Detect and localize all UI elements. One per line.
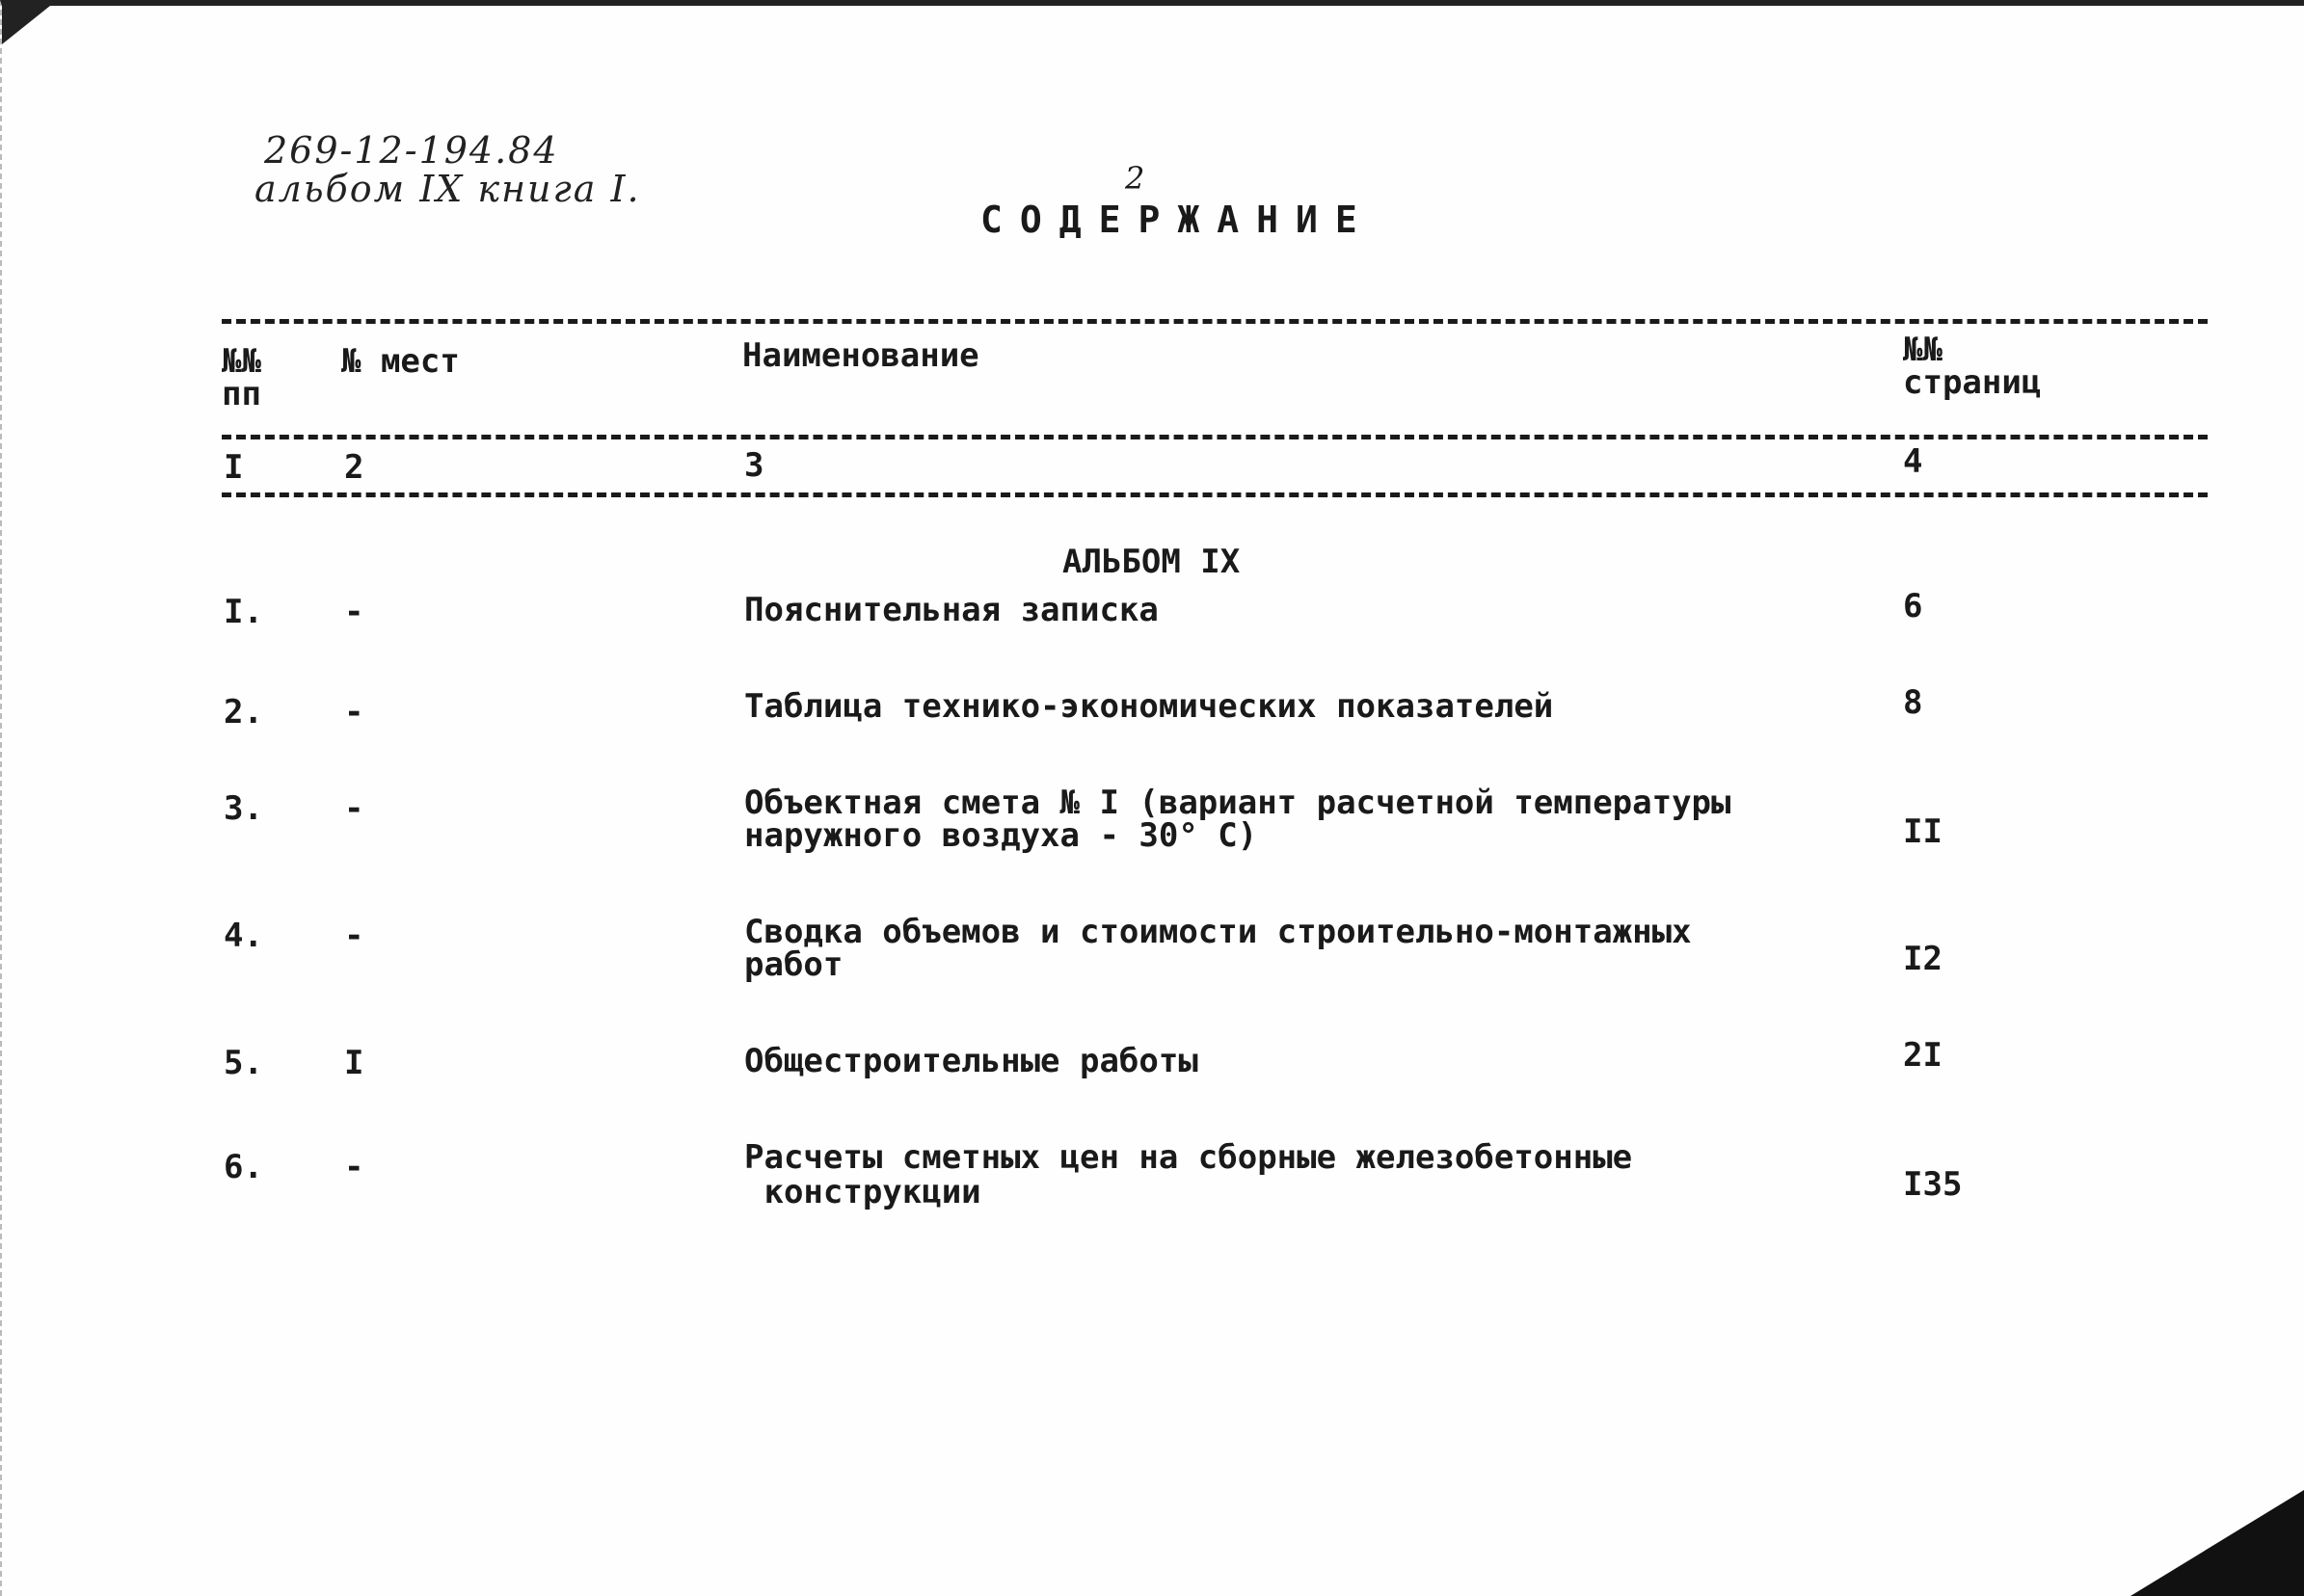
header-col-name: Наименование xyxy=(742,336,979,375)
row-name: Общестроительные работы xyxy=(744,1042,1198,1080)
row-page: 2I xyxy=(1903,1036,1942,1075)
row-page: 8 xyxy=(1903,683,1923,722)
row-number: 5. xyxy=(224,1044,263,1082)
header-col-num-line1: №№ xyxy=(222,342,261,381)
row-page: I2 xyxy=(1903,940,1942,978)
row-number: I. xyxy=(224,593,263,631)
row-name-line1: Объектная смета № I (вариант расчетной температуры xyxy=(744,784,1731,822)
row-place: I xyxy=(344,1044,364,1082)
column-number-3: 3 xyxy=(744,446,764,485)
page-title: СОДЕРЖАНИЕ xyxy=(980,199,1375,241)
row-page: II xyxy=(1903,812,1942,851)
row-number: 2. xyxy=(224,693,263,732)
scan-corner-shadow xyxy=(2,6,50,44)
row-name-line2: работ xyxy=(744,945,844,984)
row-number: 3. xyxy=(224,789,263,828)
column-number-2: 2 xyxy=(344,448,364,487)
row-number: 4. xyxy=(224,917,263,955)
header-bottom-rule xyxy=(222,492,2208,497)
column-number-1: I xyxy=(224,448,244,487)
row-place: - xyxy=(344,1148,364,1186)
handwritten-code: 269-12-194.84 xyxy=(264,129,559,172)
row-place: - xyxy=(344,789,364,828)
header-col-page-line2: страниц xyxy=(1903,363,2042,402)
row-name-line2: конструкции xyxy=(744,1173,981,1211)
row-page: 6 xyxy=(1903,587,1923,625)
row-place: - xyxy=(344,593,364,631)
handwritten-album-note: альбом IX книга I. xyxy=(255,168,641,210)
header-top-rule xyxy=(222,319,2208,324)
row-name: Таблица технико-экономических показателей xyxy=(744,687,1554,726)
header-col-num-line2: пп xyxy=(222,375,261,413)
row-name: Пояснительная записка xyxy=(744,591,1159,629)
page-number: 2 xyxy=(1125,160,1145,197)
row-number: 6. xyxy=(224,1148,263,1186)
header-col-page-line1: №№ xyxy=(1903,331,1942,369)
scan-corner-fold xyxy=(2130,1490,2304,1596)
header-mid-rule xyxy=(222,435,2208,439)
header-col-place: № мест xyxy=(341,342,460,381)
column-number-4: 4 xyxy=(1903,442,1923,481)
row-name-line2: наружного воздуха - 30° С) xyxy=(744,816,1258,855)
row-place: - xyxy=(344,917,364,955)
section-title: АЛЬБОМ IX xyxy=(1062,543,1241,581)
row-name-line1: Расчеты сметных цен на сборные железобетонные xyxy=(744,1138,1633,1177)
row-name-line1: Сводка объемов и стоимости строительно-монтажных xyxy=(744,913,1692,951)
row-page: I35 xyxy=(1903,1165,1963,1204)
row-place: - xyxy=(344,693,364,732)
